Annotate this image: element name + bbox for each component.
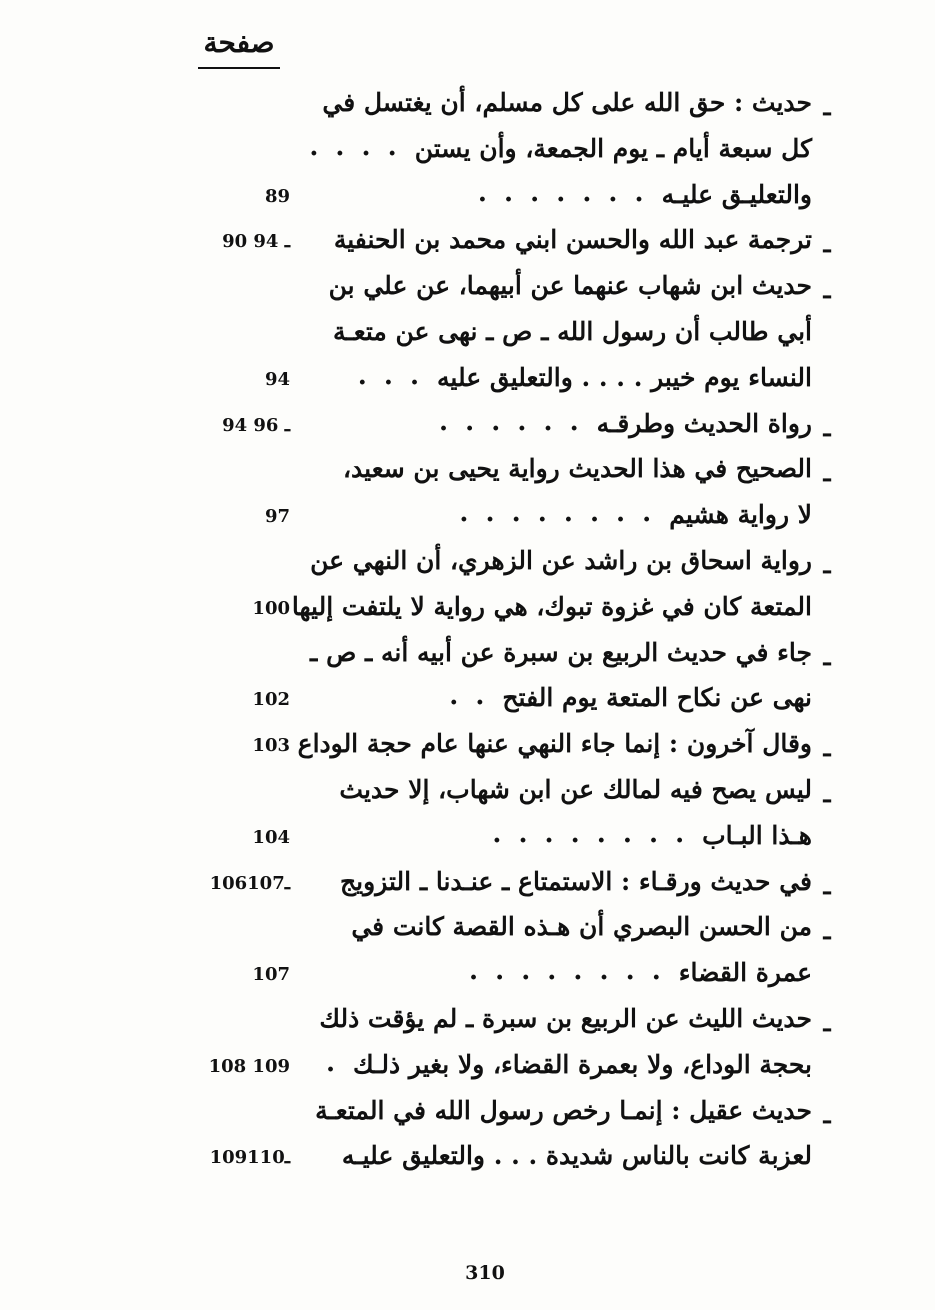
entry-text: رواية اسحاق بن راشد عن الزهري، أن النهي عن <box>310 546 812 575</box>
page-number: 310 <box>465 1262 505 1284</box>
index-entry <box>180 634 840 680</box>
index-entry <box>180 267 840 313</box>
index-entry <box>180 1137 840 1183</box>
index-entry <box>180 908 840 954</box>
entry-text: والتعليـق عليـه <box>661 180 812 209</box>
index-entry <box>180 542 840 588</box>
entry-text: ترجمة عبد الله والحسن ابني محمد بن الحنفية <box>333 225 812 254</box>
entry-leader-dots: . . . . . . . . <box>468 956 665 986</box>
index-entry <box>180 84 840 130</box>
header-underline <box>198 67 280 69</box>
entry-dash: ـ <box>823 1008 831 1037</box>
entry-page-number: 104 <box>252 827 290 848</box>
entry-text: حديث الليث عن الربيع بن سبرة ـ لم يؤقت ذلك <box>319 1004 812 1033</box>
index-entry <box>180 954 840 1000</box>
entry-page-number: 100 <box>252 598 290 619</box>
index-entry <box>180 130 840 176</box>
entry-dash: ـ <box>823 1100 831 1129</box>
entry-text: حديث ابن شهاب عنهما عن أبيهما، عن علي بن <box>328 271 812 300</box>
index-entry <box>180 176 840 222</box>
entry-text: في حديث ورقـاء : الاستمتاع ـ عنـدنا ـ التزويج <box>340 867 812 896</box>
entry-dash: ـ <box>823 413 831 442</box>
entry-text: جاء في حديث الربيع بن سبرة عن أبيه أنه ـ ص ـ <box>310 638 812 667</box>
entry-dash: ـ <box>823 642 831 671</box>
index-entry <box>180 679 840 725</box>
entry-page-number: 108 109 <box>208 1056 290 1077</box>
index-entry <box>180 863 840 909</box>
entry-text: نهى عن نكاح المتعة يوم الفتح <box>502 683 812 712</box>
entry-text: ليس يصح فيه لمالك عن ابن شهاب، إلا حديث <box>339 775 812 804</box>
index-entry <box>180 359 840 405</box>
entry-page-number: 103 <box>252 735 290 756</box>
entry-page-number: 102 <box>252 689 290 710</box>
entry-text: رواة الحديث وطرقـه <box>596 409 812 438</box>
entry-page-number: 94 <box>264 369 290 390</box>
entry-leader-dots: . . . . <box>309 132 401 162</box>
entry-text: المتعة كان في غزوة تبوك، هي رواية لا يلتفت إليها <box>291 592 812 621</box>
entry-text: من الحسن البصري أن هـذه القصة كانت في <box>351 912 812 941</box>
entry-text: بحجة الوداع، ولا بعمرة القضاء، ولا بغير ذلـك <box>353 1050 812 1079</box>
index-entry <box>180 450 840 496</box>
entry-dash: ـ <box>823 229 831 258</box>
entry-text: أبي طالب أن رسول الله ـ ص ـ نهى عن متعـة <box>333 317 812 346</box>
entry-page-number: 97 <box>264 506 290 527</box>
entry-text: لا رواية هشيم <box>669 500 812 529</box>
entry-text: حديث : حق الله على كل مسلم، أن يغتسل في <box>322 88 812 117</box>
entry-leader-dots: . . . . . . . . <box>459 498 656 528</box>
entry-dash: ـ <box>823 871 831 900</box>
index-entry <box>180 1046 840 1092</box>
entry-text: الصحيح في هذا الحديث رواية يحيى بن سعيد، <box>342 454 812 483</box>
entry-dash: ـ <box>823 779 831 808</box>
entry-leader-dots: . . . . . . . . <box>492 819 689 849</box>
entry-dash: ـ <box>823 458 831 487</box>
page-column-header: صفحة <box>203 26 275 59</box>
entry-leader-dots: . . . . . . <box>439 407 583 437</box>
entry-dash: ـ <box>823 733 831 762</box>
entry-dash: ـ <box>823 916 831 945</box>
entry-text: لعزبة كانت بالناس شديدة . . . والتعليق عليـه <box>341 1141 812 1170</box>
entry-text: هـذا البـاب <box>702 821 812 850</box>
index-entry <box>180 496 840 542</box>
entry-dash: ـ <box>823 92 831 121</box>
entry-text: كل سبعة أيام ـ يوم الجمعة، وأن يستن <box>414 134 812 163</box>
entry-page-number: 94 ـ 96 <box>222 415 290 436</box>
entry-page-number: 109ـ110 <box>209 1147 290 1168</box>
entry-text: عمرة القضاء <box>678 958 812 987</box>
index-entry <box>180 725 840 771</box>
entry-text: حديث عقيل : إنمـا رخص رسول الله في المتعـة <box>315 1096 812 1125</box>
entry-page-number: 107 <box>252 964 290 985</box>
index-entry <box>180 817 840 863</box>
index-entry <box>180 1092 840 1138</box>
index-entry <box>180 221 840 267</box>
entry-page-number: 90 ـ 94 <box>222 231 290 252</box>
index-entry <box>180 313 840 359</box>
index-entry <box>180 771 840 817</box>
entry-dash: ـ <box>823 275 831 304</box>
index-entry <box>180 405 840 451</box>
entry-dash: ـ <box>823 550 831 579</box>
entry-text: النساء يوم خيبر . . . . والتعليق عليه <box>437 363 812 392</box>
index-entry <box>180 1000 840 1046</box>
index-entry <box>180 588 840 634</box>
entry-page-number: 89 <box>264 186 290 207</box>
entry-leader-dots: . <box>325 1048 340 1078</box>
entry-leader-dots: . . <box>449 681 489 711</box>
entry-text: وقال آخرون : إنما جاء النهي عنها عام حجة الوداع <box>297 729 812 758</box>
entry-leader-dots: . . . . . . . <box>477 178 648 208</box>
entry-leader-dots: . . . <box>357 361 424 391</box>
entry-page-number: 106ـ107 <box>209 873 290 894</box>
